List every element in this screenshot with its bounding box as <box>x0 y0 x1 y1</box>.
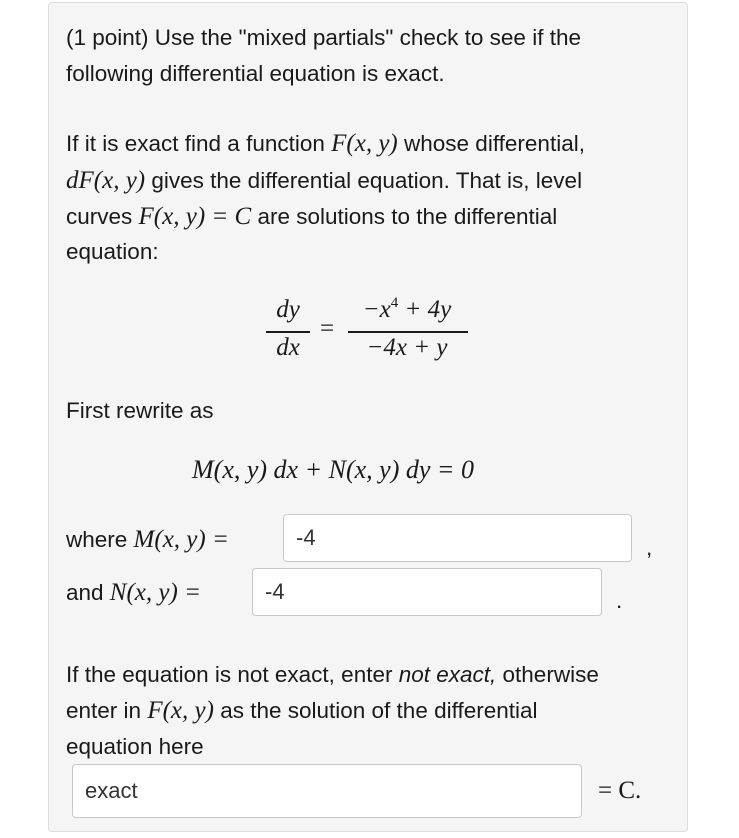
m-comma: , <box>646 535 653 560</box>
intro-line-1: (1 point) Use the "mixed partials" check to see if the <box>66 25 581 50</box>
m-input[interactable]: -4 <box>283 514 632 562</box>
instructions-line-1: If it is exact find a function F(x, y) whose differential, <box>66 130 585 157</box>
lhs-fraction-bar <box>266 331 310 333</box>
instructions-line-3: curves F(x, y) = C are solutions to the differential <box>66 203 558 230</box>
instructions-line-2: dF(x, y) gives the differential equation. That is, level <box>66 167 583 194</box>
rewrite-form: M(x, y) dx + N(x, y) dy = 0 <box>192 455 474 484</box>
final-line-2: enter in F(x, y) as the solution of the differential <box>66 697 538 724</box>
final-line-3: equation here <box>66 734 204 759</box>
equation-equals: = <box>319 315 335 342</box>
equals-c: = C. <box>598 777 642 804</box>
n-period: . <box>616 588 623 613</box>
rhs-denominator: −4x + y <box>366 334 448 361</box>
n-input[interactable]: -4 <box>252 568 602 616</box>
instructions-line-4: equation: <box>66 239 159 264</box>
points-label: (1 point) <box>66 25 149 50</box>
rewrite-label: First rewrite as <box>66 398 214 423</box>
n-label: and N(x, y) = <box>66 579 201 606</box>
answer-input[interactable]: exact <box>72 764 582 818</box>
m-label: where M(x, y) = <box>66 526 229 553</box>
rhs-numerator: $-x^4 + 4y$ <box>362 295 452 323</box>
final-line-1: If the equation is not exact, enter not exact, otherwise <box>66 662 599 687</box>
dx-denominator: dx <box>276 334 300 361</box>
dy-numerator: dy <box>276 296 300 323</box>
intro-line-2: following differential equation is exact. <box>66 61 445 86</box>
rhs-fraction-bar <box>348 331 468 333</box>
